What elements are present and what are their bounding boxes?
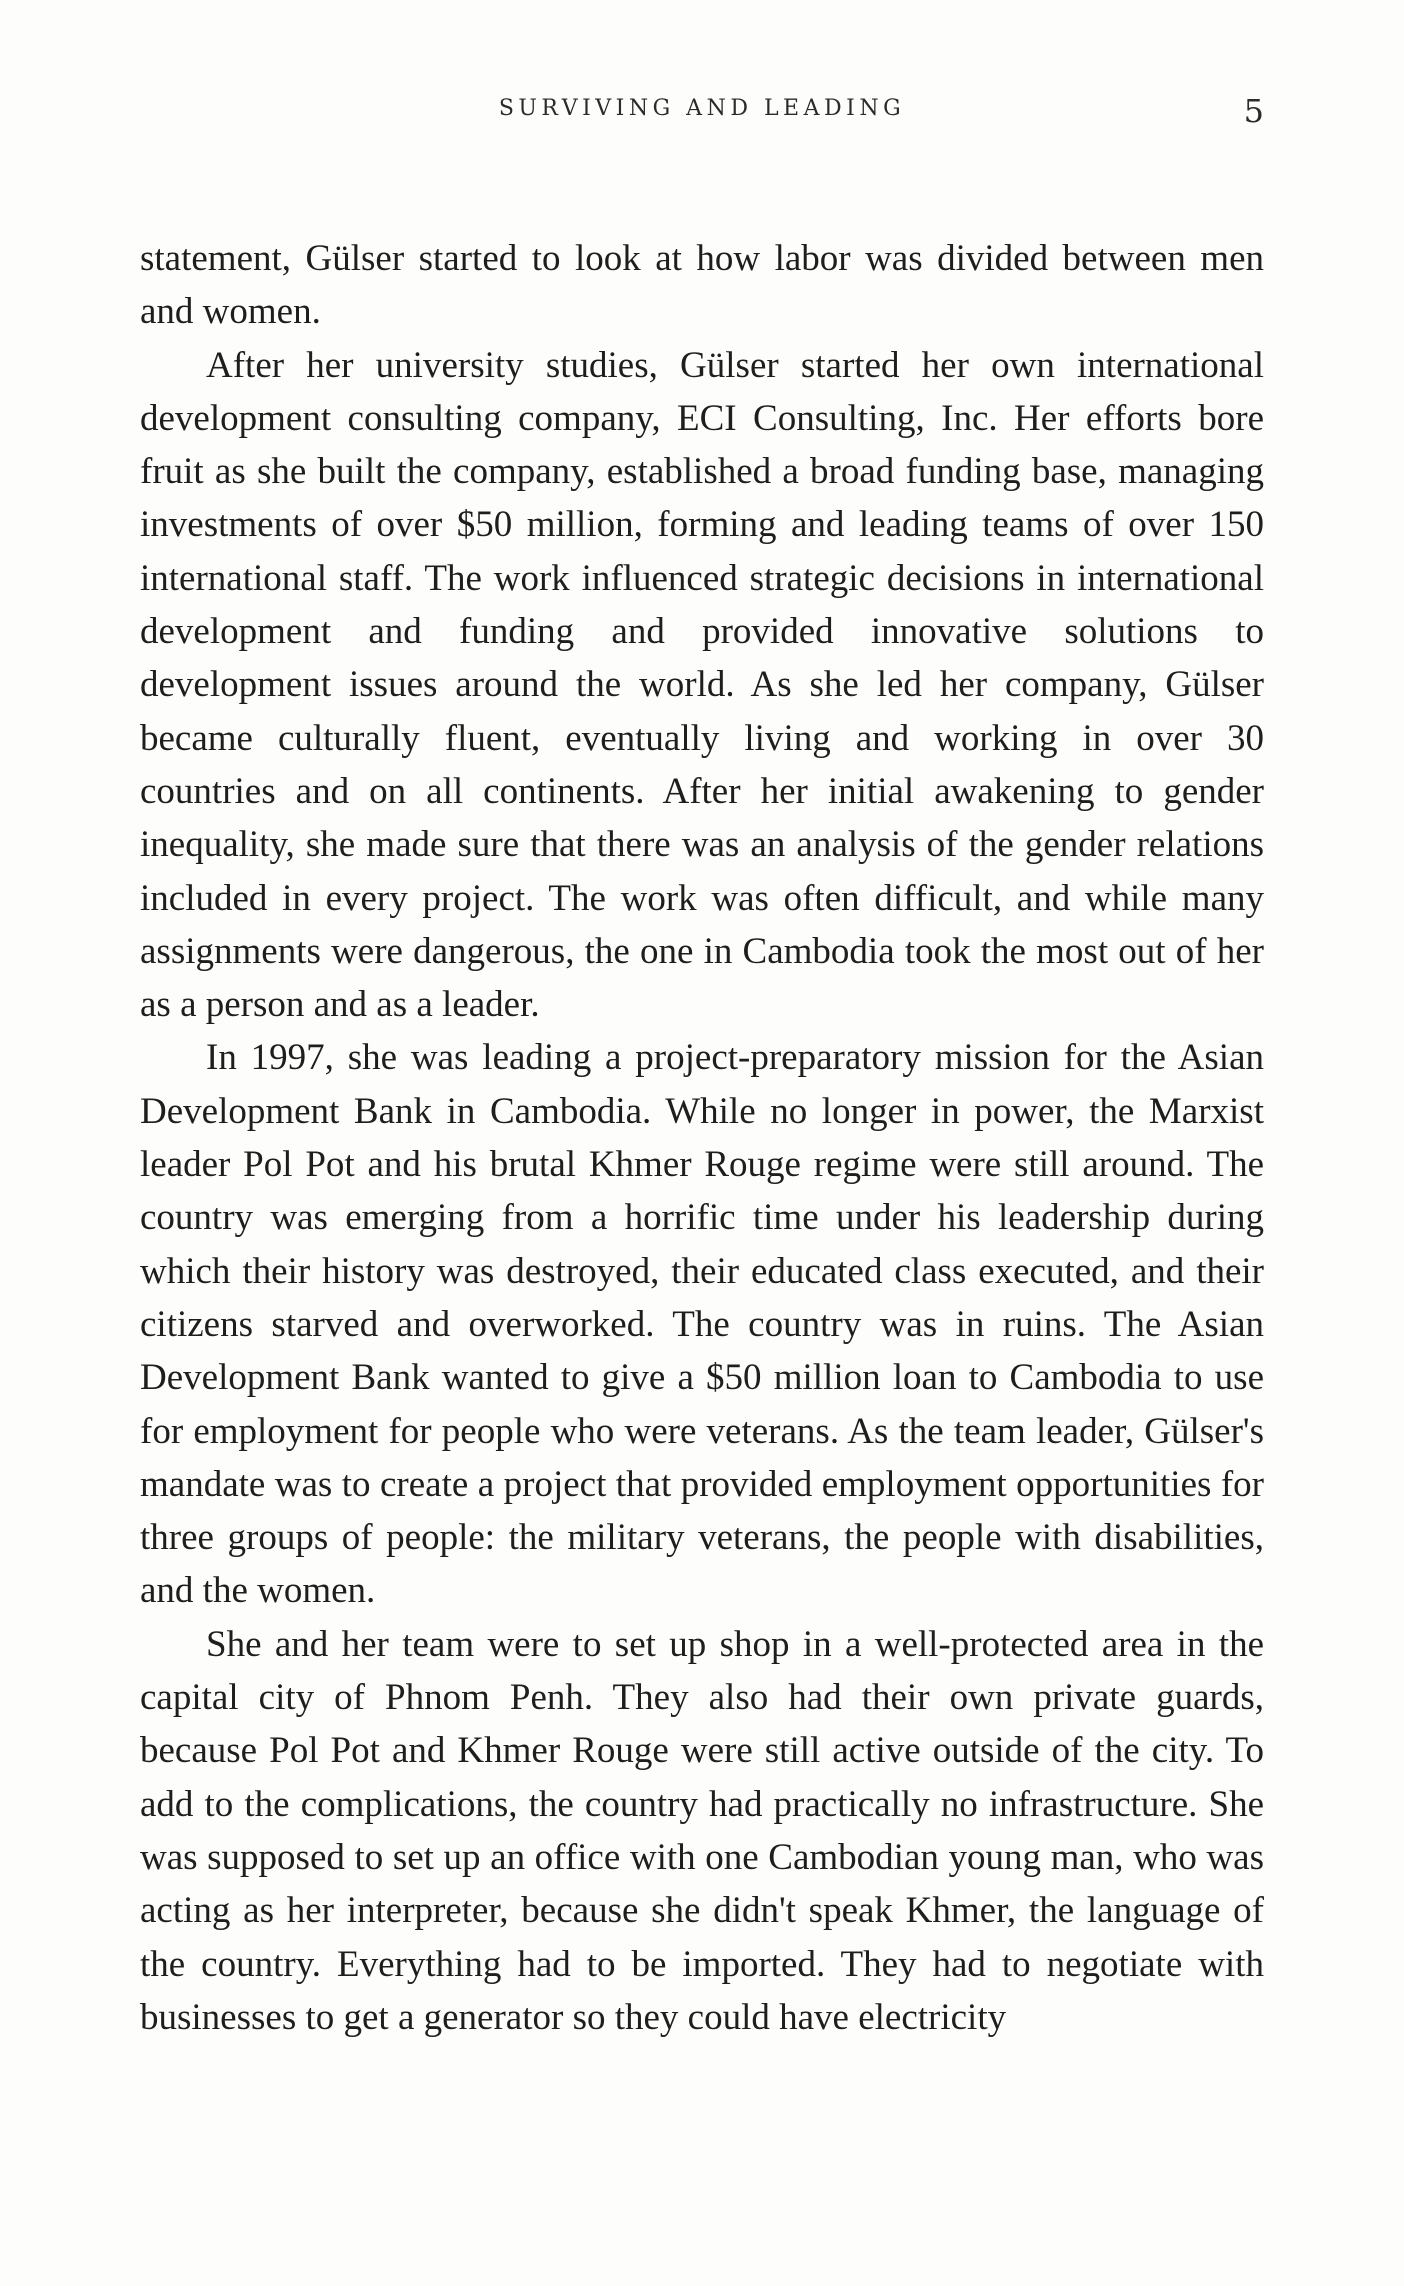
paragraph-continued: statement, Gülser started to look at how labor was divided between men and women. (140, 238, 1264, 333)
body-text (140, 232, 1264, 2044)
page-number: 5 (1243, 92, 1264, 130)
running-title: SURVIVING AND LEADING (498, 96, 906, 121)
paragraph-cambodia-mission: In 1997, she was leading a project-preparatory mission for the Asian Development Bank in Cambodia. While no longer in power, the Marxist leader Pol Pot and his brutal Khmer Rouge regime were still around. The country was emerging from a horrific time under his leadership during which their history was destroyed, their educated class executed, and their citizens starved and overworked. The country was in ruins. The Asian Development Bank wanted to give a $50 million loan to Cambodia to use for employment for people who were veterans. As the team leader, Gülser's mandate was to create a project that provided employment opportunities for three groups of people: the military veterans, the people with disabilities, and the women. (140, 1037, 1264, 1612)
running-head (140, 92, 1264, 132)
paragraph-consulting-company: After her university studies, Gülser started her own international development consulting company, ECI Consulting, Inc. Her efforts bore fruit as she built the company, established a broad funding base, managing investments of over $50 million, forming and leading teams of over 150 international staff. The work influenced strategic decisions in international development and funding and provided innovative solutions to development issues around the world. As she led her company, Gülser became culturally fluent, eventually living and working in over 30 countries and on all continents. After her initial awakening to gender inequality, she made sure that there was an analysis of the gender relations included in every project. The work was often difficult, and while many assignments were dangerous, the one in Cambodia took the most out of her as a person and as a leader. (140, 344, 1264, 1026)
paragraph-phnom-penh: She and her team were to set up shop in a well-protected area in the capital city of Phnom Penh. They also had their own private guards, because Pol Pot and Khmer Rouge were still active outside of the city. To add to the complications, the country had practically no infrastructure. She was supposed to set up an office with one Cambodian young man, who was acting as her interpreter, because she didn't speak Khmer, the language of the country. Everything had to be imported. They had to negotiate with businesses to get a generator so they could have electricity (140, 1623, 1264, 2038)
